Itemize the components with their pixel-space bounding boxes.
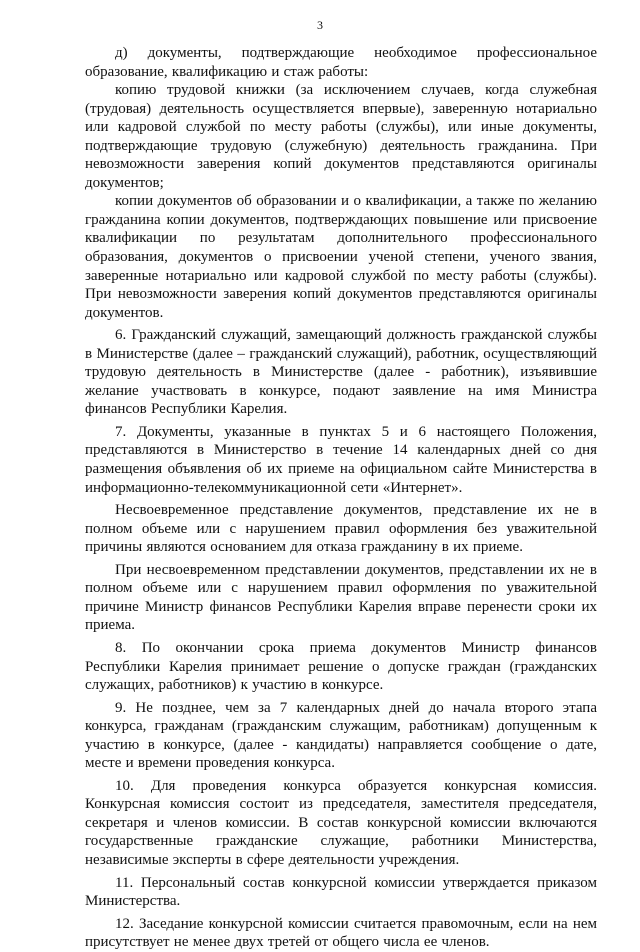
paragraph-item-7: 7. Документы, указанные в пунктах 5 и 6 настоящего Положения, представляются в Министерство в течение 14 календарных дней со дня размещения объявления об их приеме на официальном сайте Министерства в информационно-телекоммуникационной сети «Интернет». [85,423,597,496]
paragraph-item-8: 8. По окончании срока приема документов Министр финансов Республики Карелия принимает решение о допуске граждан (гражданских служащих, работников) к участию в конкурсе. [85,639,597,694]
paragraph-work-book-copy: копию трудовой книжки (за исключением случаев, когда служебная (трудовая) деятельность осуществляется впервые), заверенную нотариально или кадровой службой по месту работы (службы), или иные документы, подтверждающие трудовую (служебную) деятельность гражданина. При невозможности заверения копий документов представляются оригиналы документов; [85,82,597,191]
document-body [85,44,597,952]
paragraph-item-10: 10. Для проведения конкурса образуется конкурсная комиссия. Конкурсная комиссия состоит из председателя, заместителя председателя, секретаря и членов комиссии. В состав конкурсной комиссии включаются государственные гражданские служащие, работники Министерства, независимые эксперты в сфере деятельности учреждения. [85,777,597,868]
paragraph-education-copies: копии документов об образовании и о квалификации, а также по желанию гражданина копии документов, подтверждающих повышение или присвоение квалификации по результатам дополнительного профессионального образования, документов о присвоении ученой степени, ученого звания, заверенные нотариально или кадровой службой по месту работы (службы). При невозможности заверения копий документов представляются оригиналы документов. [85,193,597,321]
paragraph-late-submission: Несвоевременное представление документов, представление их не в полном объеме или с нарушением правил оформления без уважительной причины являются основанием для отказа гражданину в их приеме. [85,502,597,556]
paragraph-item-9: 9. Не позднее, чем за 7 календарных дней до начала второго этапа конкурса, гражданам (гражданским служащим, работникам) допущенным к участию в конкурсе, (далее - кандидаты) направляется сообщение о дате, месте и времени проведения конкурса. [85,699,597,772]
page-number: 3 [317,18,323,32]
paragraph-item-6: 6. Гражданский служащий, замещающий должность гражданской службы в Министерстве (далее – гражданский служащий), работник, осуществляющий трудовую деятельность в Министерстве (далее - работник), изъявившие желание участвовать в конкурсе, подают заявление на имя Министра финансов Республики Карелия. [85,327,597,418]
paragraph-late-submission-valid-reason: При несвоевременном представлении документов, представлении их не в полном объеме или с нарушением правил оформления по уважительной причине Министр финансов Республики Карелия вправе перенести сроки их приема. [85,561,597,634]
paragraph-d-documents: д) документы, подтверждающие необходимое профессиональное образование, квалификацию и стаж работы: [85,45,597,80]
paragraph-item-12: 12. Заседание конкурсной комиссии считается правомочным, если на нем присутствует не менее двух третей от общего числа ее членов. [85,915,597,951]
paragraph-item-11: 11. Персональный состав конкурсной комиссии утверждается приказом Министерства. [85,874,597,910]
